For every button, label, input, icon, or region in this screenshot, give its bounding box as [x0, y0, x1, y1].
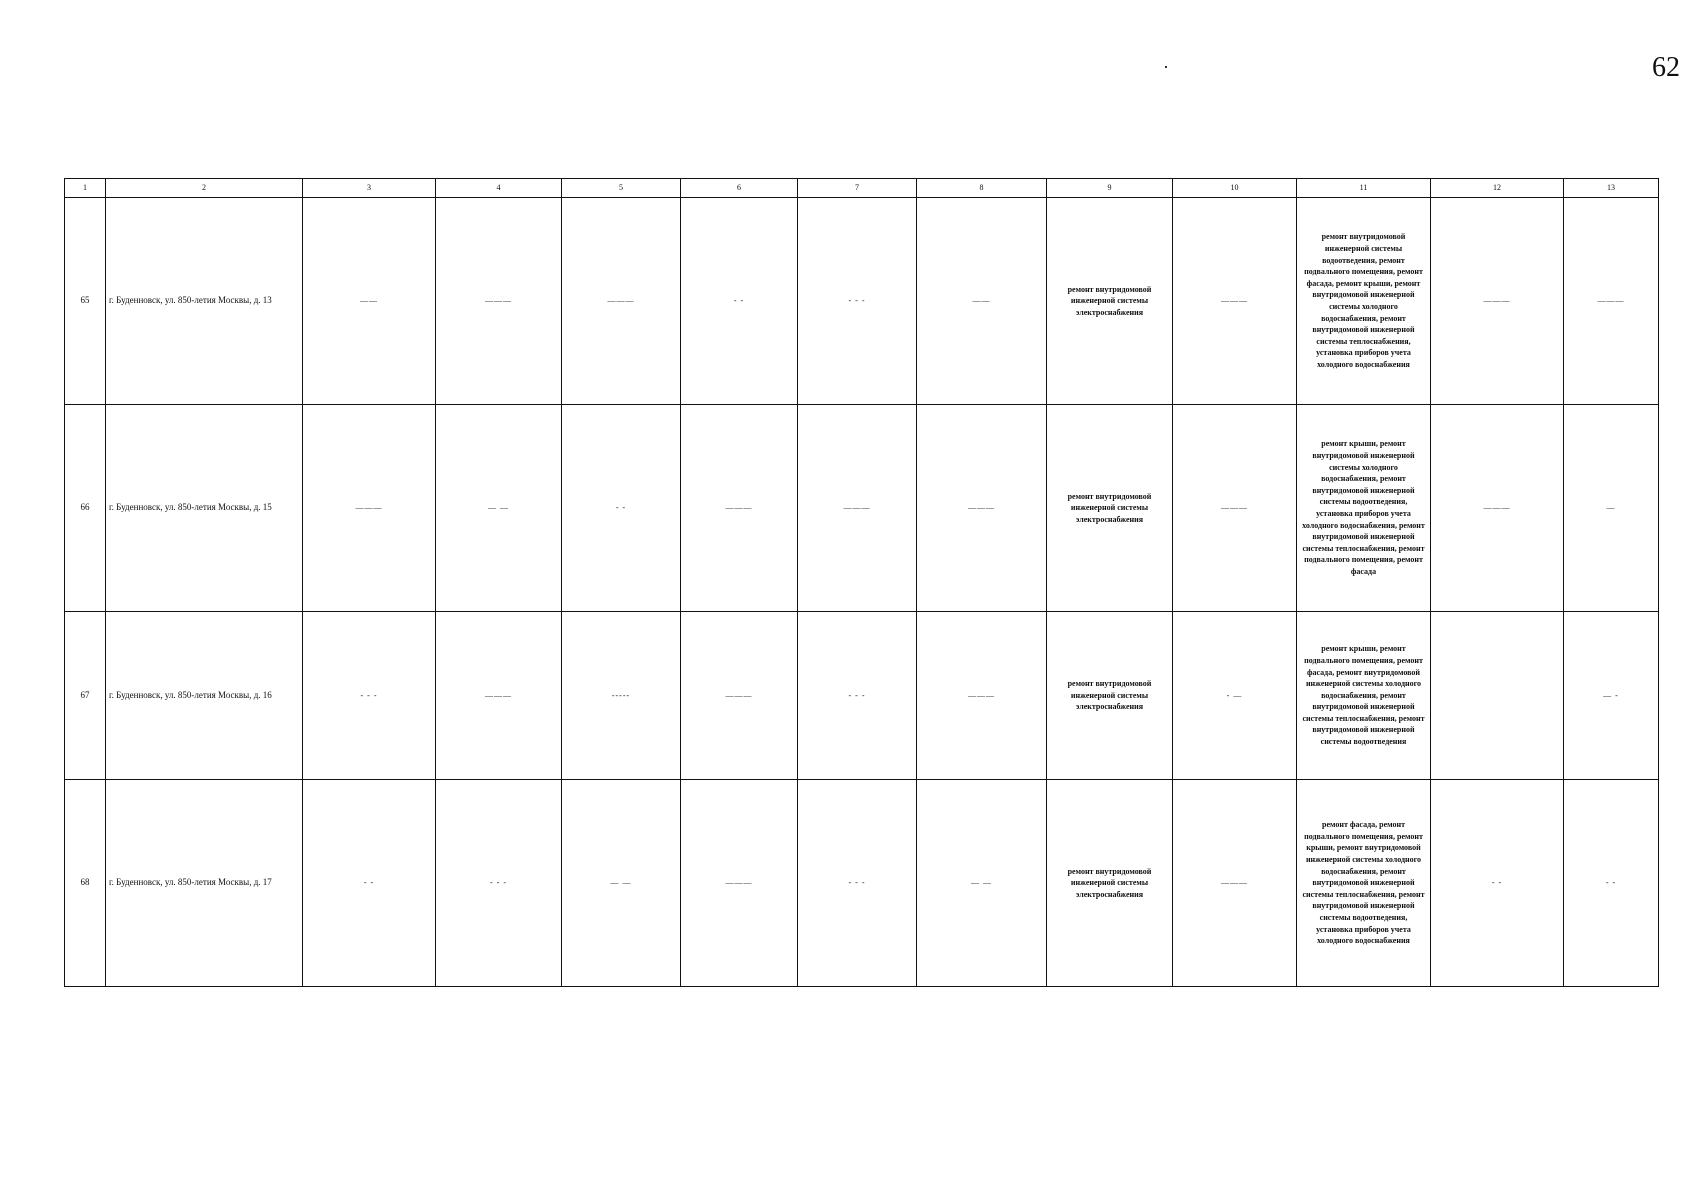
header-cell: 8 — [917, 179, 1047, 198]
dash-cell: ——— — [436, 198, 562, 405]
table-row — [65, 198, 1659, 405]
dash-cell: ——— — [917, 612, 1047, 780]
table-row — [65, 612, 1659, 780]
works-list-cell: ремонт крыши, ремонт внутридомовой инженерной системы холодного водоснабжения, ремонт внутридомовой инженерной системы водоотведения, установка приборов учета холодного водоснабжения, ремонт внутридомовой инженерной системы теплоснабжения, ремонт подвального помещения, ремонт фасада — [1297, 405, 1431, 612]
dash-cell: ——— — [436, 612, 562, 780]
header-cell: 1 — [65, 179, 106, 198]
dash-cell: - — — [1173, 612, 1297, 780]
dash-cell: - - — [562, 405, 681, 612]
dash-cell: —— — [303, 198, 436, 405]
header-cell: 5 — [562, 179, 681, 198]
header-cell: 2 — [106, 179, 303, 198]
row-number: 68 — [65, 780, 106, 987]
header-cell: 12 — [1431, 179, 1564, 198]
dash-cell: - - - — [798, 198, 917, 405]
works-list-cell: ремонт крыши, ремонт подвального помещения, ремонт фасада, ремонт внутридомовой инженерной системы холодного водоснабжения, ремонт внутридомовой инженерной системы теплоснабжения, ремонт внутридомовой инженерной системы водоотведения — [1297, 612, 1431, 780]
dash-cell: ——— — [562, 198, 681, 405]
dash-cell: ——— — [1431, 198, 1564, 405]
dash-cell: — — — [436, 405, 562, 612]
dash-cell: - - - — [798, 780, 917, 987]
dash-cell: ——— — [1173, 405, 1297, 612]
header-cell: 11 — [1297, 179, 1431, 198]
header-cell: 6 — [681, 179, 798, 198]
works-list-cell: ремонт фасада, ремонт подвального помещения, ремонт крыши, ремонт внутридомовой инженерной системы холодного водоснабжения, ремонт внутридомовой инженерной системы теплоснабжения, ремонт внутридомовой инженерной системы водоотведения, установка приборов учета холодного водоснабжения — [1297, 780, 1431, 987]
dash-cell: ——— — [303, 405, 436, 612]
dash-cell: ——— — [681, 405, 798, 612]
row-number: 67 — [65, 612, 106, 780]
row-number: 65 — [65, 198, 106, 405]
header-cell: 9 — [1047, 179, 1173, 198]
page-number: 62 — [1652, 52, 1680, 83]
table-row — [65, 405, 1659, 612]
dash-cell: ----- — [562, 612, 681, 780]
row-number: 66 — [65, 405, 106, 612]
work-type-cell: ремонт внутридомовой инженерной системы электроснабжения — [1047, 612, 1173, 780]
dash-cell: ——— — [1173, 198, 1297, 405]
address-cell: г. Буденновск, ул. 850-летия Москвы, д. 15 — [106, 405, 303, 612]
address-cell: г. Буденновск, ул. 850-летия Москвы, д. 17 — [106, 780, 303, 987]
dash-cell: ——— — [1431, 405, 1564, 612]
dash-cell: - - — [1564, 780, 1659, 987]
dash-cell: - - - — [798, 612, 917, 780]
work-type-cell: ремонт внутридомовой инженерной системы электроснабжения — [1047, 405, 1173, 612]
repair-plan-table — [64, 178, 1659, 987]
scan-speck — [1165, 66, 1167, 68]
dash-cell: ——— — [1173, 780, 1297, 987]
dash-cell: — — — [917, 780, 1047, 987]
table-row — [65, 780, 1659, 987]
dash-cell: - - — [303, 780, 436, 987]
header-cell: 13 — [1564, 179, 1659, 198]
dash-cell: — — — [562, 780, 681, 987]
dash-cell: — — [1564, 405, 1659, 612]
dash-cell: —— — [917, 198, 1047, 405]
column-number-row — [65, 179, 1659, 198]
dash-cell: - - — [1431, 780, 1564, 987]
header-cell: 3 — [303, 179, 436, 198]
dash-cell: - - - — [303, 612, 436, 780]
dash-cell: ——— — [798, 405, 917, 612]
dash-cell: - - — [681, 198, 798, 405]
dash-cell: — - — [1564, 612, 1659, 780]
dash-cell: ——— — [681, 780, 798, 987]
header-cell: 4 — [436, 179, 562, 198]
address-cell: г. Буденновск, ул. 850-летия Москвы, д. 13 — [106, 198, 303, 405]
work-type-cell: ремонт внутридомовой инженерной системы электроснабжения — [1047, 198, 1173, 405]
address-cell: г. Буденновск, ул. 850-летия Москвы, д. 16 — [106, 612, 303, 780]
work-type-cell: ремонт внутридомовой инженерной системы электроснабжения — [1047, 780, 1173, 987]
header-cell: 7 — [798, 179, 917, 198]
dash-cell: - - - — [436, 780, 562, 987]
dash-cell: ——— — [1564, 198, 1659, 405]
header-cell: 10 — [1173, 179, 1297, 198]
dash-cell: ——— — [917, 405, 1047, 612]
dash-cell — [1431, 612, 1564, 780]
dash-cell: ——— — [681, 612, 798, 780]
works-list-cell: ремонт внутридомовой инженерной системы водоотведения, ремонт подвального помещения, ремонт фасада, ремонт крыши, ремонт внутридомовой инженерной системы холодного водоснабжения, ремонт внутридомовой инженерной системы теплоснабжения, установка приборов учета холодного водоснабжения — [1297, 198, 1431, 405]
